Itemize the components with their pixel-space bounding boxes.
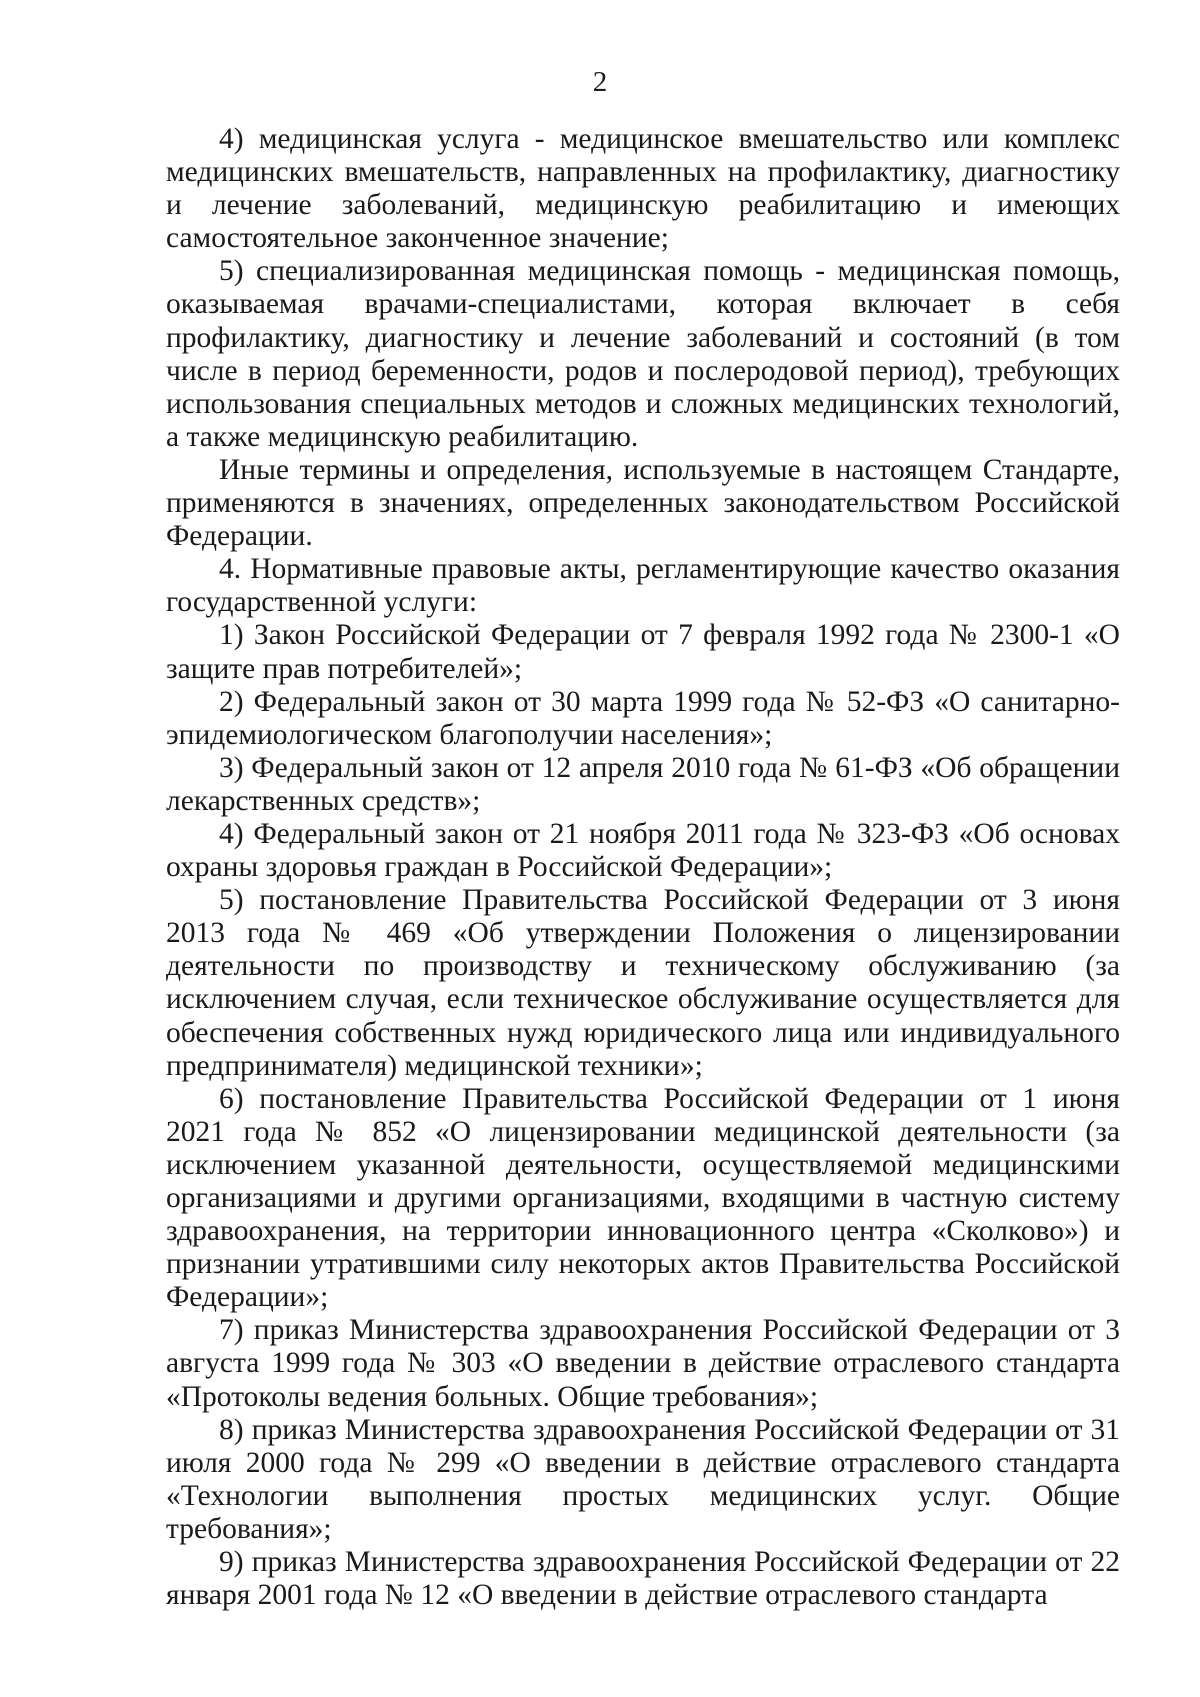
list-item-law-6: 6) постановление Правительства Российской Федерации от 1 июня 2021 года № 852 «О лицензировании медицинской деятельности (за исключением указанной деятельности, осуществляемой медицинскими организациями и другими организациями, входящими в частную систему здравоохранения, на территории инновационного центра «Сколково») и признании утратившими силу некоторых актов Правительства Российской Федерации»; [166,1082,1120,1314]
list-item-law-8: 8) приказ Министерства здравоохранения Российской Федерации от 31 июля 2000 года № 299 «О введении в действие отраслевого стандарта «Технологии выполнения простых медицинских услуг. Общие требования»; [166,1413,1120,1545]
paragraph-definition-medical-service: 4) медицинская услуга - медицинское вмешательство или комплекс медицинских вмешательств, направленных на профилактику, диагностику и лечение заболеваний, медицинскую реабилитацию и имеющих самостоятельное законченное значение; [166,123,1120,255]
list-item-law-1: 1) Закон Российской Федерации от 7 февраля 1992 года № 2300-1 «О защите прав потребителей»; [166,619,1120,685]
list-item-law-2: 2) Федеральный закон от 30 марта 1999 года № 52-ФЗ «О санитарно-эпидемиологическом благополучии населения»; [166,685,1120,751]
paragraph-definition-specialized-care: 5) специализированная медицинская помощь - медицинская помощь, оказываемая врачами-специалистами, которая включает в себя профилактику, диагностику и лечение заболеваний и состояний (в том числе в период беременности, родов и послеродовой период), требующих использования специальных методов и сложных медицинских технологий, а также медицинскую реабилитацию. [166,255,1120,453]
paragraph-other-terms: Иные термины и определения, используемые в настоящем Стандарте, применяются в значениях, определенных законодательством Российской Федерации. [166,453,1120,553]
list-item-law-7: 7) приказ Министерства здравоохранения Российской Федерации от 3 августа 1999 года № 303 «О введении в действие отраслевого стандарта «Протоколы ведения больных. Общие требования»; [166,1314,1120,1413]
list-item-law-5: 5) постановление Правительства Российской Федерации от 3 июня 2013 года № 469 «Об утверждении Положения о лицензировании деятельности по производству и техническому обслуживанию (за исключением случая, если техническое обслуживание осуществляется для обеспечения собственных нужд юридического лица или индивидуального предпринимателя) медицинской техники»; [166,884,1120,1082]
list-item-law-3: 3) Федеральный закон от 12 апреля 2010 года № 61-ФЗ «Об обращении лекарственных средств»; [166,751,1120,817]
list-item-law-9: 9) приказ Министерства здравоохранения Российской Федерации от 22 января 2001 года № 12 «О введении в действие отраслевого стандарта [166,1546,1120,1612]
page-number: 2 [592,66,608,98]
document-body [166,123,1120,1612]
list-item-law-4: 4) Федеральный закон от 21 ноября 2011 года № 323-ФЗ «Об основах охраны здоровья граждан в Российской Федерации»; [166,817,1120,884]
paragraph-section-4-heading: 4. Нормативные правовые акты, регламентирующие качество оказания государственной услуги: [166,553,1120,619]
